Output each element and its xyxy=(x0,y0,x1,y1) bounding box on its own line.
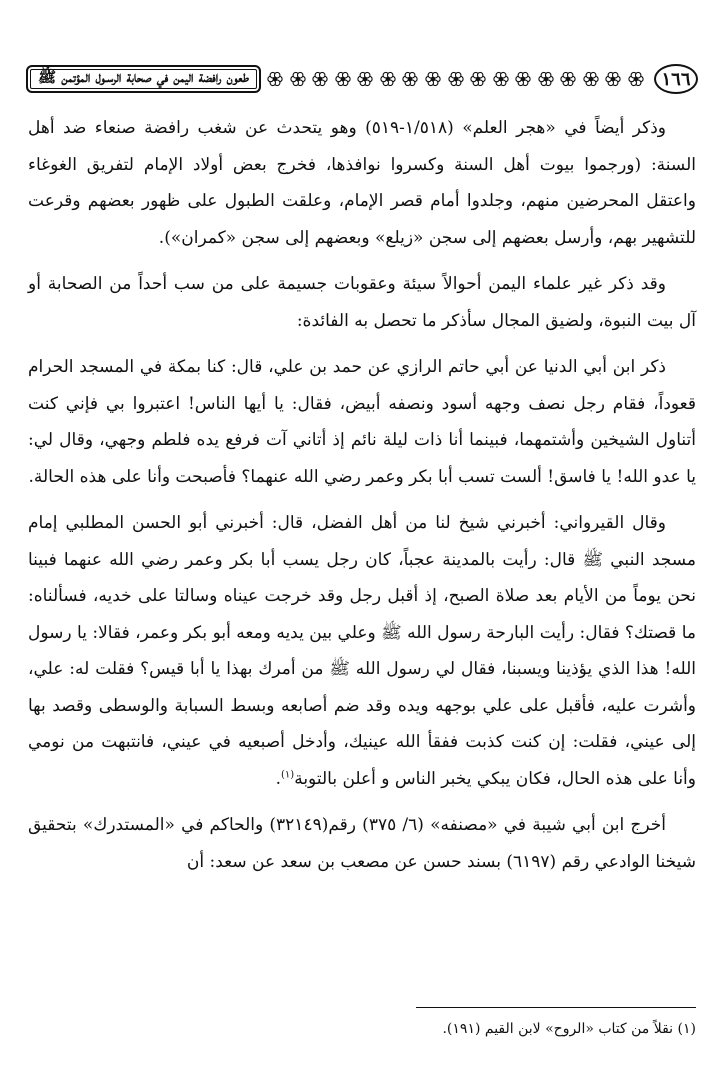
paragraph-2: وقد ذكر غير علماء اليمن أحوالاً سيئة وعقوبات جسيمة على من سب أحداً من الصحابة أو آل بيت النبوة، ولضيق المجال سأذكر ما تحصل به الفائدة: xyxy=(28,274,696,331)
flower-ornament-icon xyxy=(312,71,328,87)
flower-ornament-icon xyxy=(290,71,306,87)
flower-ornament-icon xyxy=(425,71,441,87)
flower-ornament-icon xyxy=(515,71,531,87)
paragraph-3: ذكر ابن أبي الدنيا عن أبي حاتم الرازي عن حمد بن علي، قال: كنا بمكة في المسجد الحرام قعوداً، فقام رجل نصف وجهه أسود ونصفه أبيض، فقال: يا أيها الناس! اعتبروا بي فإني كنت أتناول الشيخين وأشتمهما، فبينما أنا ذات ليلة نائم إذ أتاني آت فرفع يده فلطم وجهي، وقال لي: يا عدو الله! يا فاسق! ألست تسب أبا بكر وعمر رضي الله عنهما؟ فأصبحت وأنا على هذه الحالة. xyxy=(28,357,696,487)
flower-ornament-icon xyxy=(380,71,396,87)
flower-ornament-icon xyxy=(605,71,621,87)
footnote: (١) نقلاً من كتاب «الروح» لابن القيم (١٩١). xyxy=(442,1021,696,1037)
footnote-divider xyxy=(416,1007,696,1008)
flower-ornament-icon xyxy=(448,71,464,87)
flower-ornament-icon xyxy=(267,71,283,87)
flower-ornament-icon xyxy=(470,71,486,87)
main-text xyxy=(28,110,696,890)
page-number: ١٦٦ xyxy=(654,64,698,94)
running-title: طعون رافضة اليمن في صحابة الرسـول المؤتمن ﷺ xyxy=(26,65,261,93)
paragraph-1: وذكر أيضاً في «هجر العلم» (١/٥١٨-٥١٩) وهو يتحدث عن شغب رافضة صنعاء ضد أهل السنة: (ورجموا بيوت أهل السنة وكسروا نوافذها، فخرج بعض أولاد الإمام لتفريق الغوغاء واعتقل المحرضين منهم، وجلدوا أمام قصر الإمام، وعلقت الطبول على ظهور بعضهم وقرعت للتشهير بهم، وأرسل بعضهم إلى سجن «زيلع» وبعضهم إلى سجن «كمران»). xyxy=(28,118,696,248)
flower-ornament-icon xyxy=(560,71,576,87)
flower-ornament-icon xyxy=(335,71,351,87)
flower-ornament-icon xyxy=(583,71,599,87)
page-header xyxy=(26,62,698,96)
flower-ornament-icon xyxy=(357,71,373,87)
header-ornament-row xyxy=(261,64,650,94)
flower-ornament-icon xyxy=(628,71,644,87)
flower-ornament-icon xyxy=(538,71,554,87)
paragraph-5: أخرج ابن أبي شيبة في «مصنفه» (٦/ ٣٧٥) رقم(٣٢١٤٩) والحاكم في «المستدرك» بتحقيق شيخنا الوادعي رقم (٦١٩٧) بسند حسن عن مصعب بن سعد عن سعد: أن xyxy=(28,815,696,872)
footnote-reference[interactable]: (١) xyxy=(281,768,295,780)
paragraph-4-text: وقال القيرواني: أخبرني شيخ لنا من أهل الفضل، قال: أخبرني أبو الحسن المطلبي إمام مسجد النبي ﷺ قال: رأيت بالمدينة عجباً، كان رجل يسب أبا بكر وعمر رضي الله عنهما فبينا نحن يوماً من الأيام بعد صلاة الصبح، إذ أقبل رجل وقد خرجت عيناه وسالتا على خديه، فسألناه: ما قصتك؟ فقال: رأيت البارحة رسول الله ﷺ وعلي بين يديه ومعه أبو بكر وعمر، فقالا: يا رسول الله! هذا الذي يؤذينا ويسبنا، فقال لي رسول الله ﷺ من أمرك بهذا يا أبا قيس؟ فقلت له: علي، وأشرت عليه، فأقبل على علي بوجهه ويده وقد ضم أصابعه وبسط السبابة والوسطى وقصد بها إلى عيني، فقلت: إن كنت كذبت ففقأ الله عينيك، وأدخل أصبعيه في عيني، فانتبهت من نومي وأنا على هذه الحال، فكان يبكي يخبر الناس و أعلن بالتوبة xyxy=(28,513,697,789)
paragraph-4: وقال القيرواني: أخبرني شيخ لنا من أهل الفضل، قال: أخبرني أبو الحسن المطلبي إمام مسجد النبي ﷺ قال: رأيت بالمدينة عجباً، كان رجل يسب أبا بكر وعمر رضي الله عنهما فبينا نحن يوماً من الأيام بعد صلاة الصبح، إذ أقبل رجل وقد خرجت عيناه وسالتا على خديه، فسألناه: ما قصتك؟ فقال: رأيت البارحة رسول الله ﷺ وعلي بين يديه ومعه أبو بكر وعمر، فقالا: يا رسول الله! هذا الذي يؤذينا ويسبنا، فقال لي رسول الله ﷺ من أمرك بهذا يا أبا قيس؟ فقلت له: علي، وأشرت عليه، فأقبل على علي بوجهه ويده وقد ضم أصابعه وبسط السبابة والوسطى وقصد بها إلى عيني، فقلت: إن كنت كذبت ففقأ الله عينيك، وأدخل أصبعيه في عيني، فانتبهت من نومي وأنا على هذه الحال، فكان يبكي يخبر الناس و أعلن بالتوبة$^{(١)}$. xyxy=(28,513,697,789)
flower-ornament-icon xyxy=(493,71,509,87)
flower-ornament-icon xyxy=(402,71,418,87)
